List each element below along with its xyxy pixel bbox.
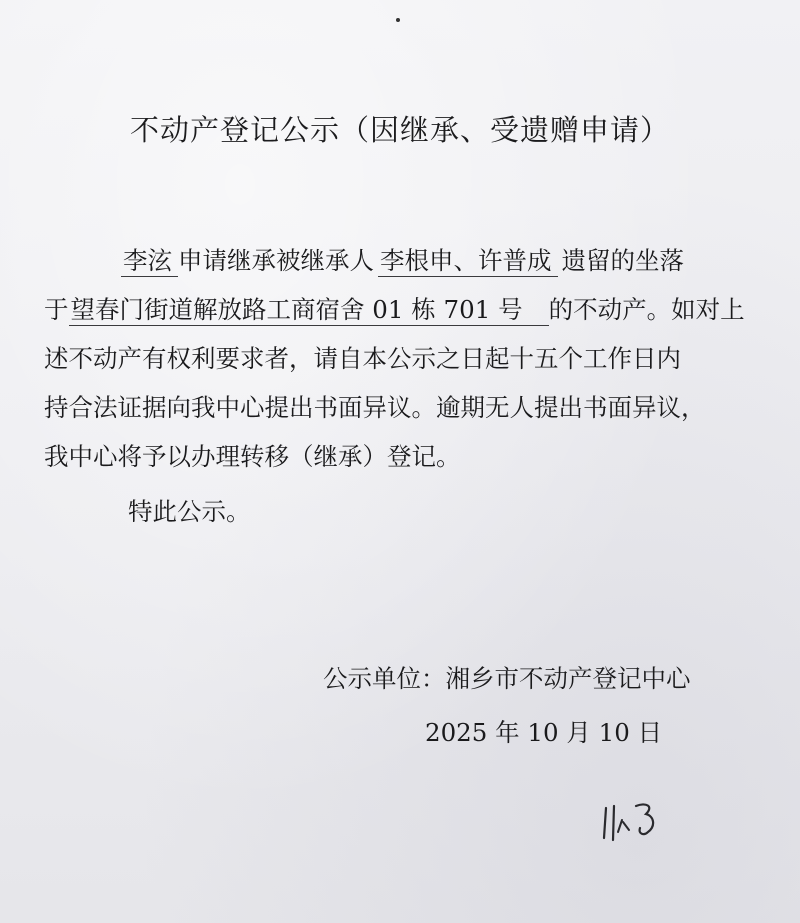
body-line-3: 述不动产有权利要求者，请自本公示之日起十五个工作日内 — [44, 344, 681, 373]
body-line-4: 持合法证据向我中心提出书面异议。逾期无人提出书面异议， — [44, 393, 706, 422]
body-line-2 — [44, 285, 774, 334]
deceased-names: 李根申、许普成 — [378, 246, 558, 277]
notice-body — [44, 236, 774, 536]
applicant-name: 李泫 — [121, 246, 178, 277]
handwritten-signature — [598, 798, 668, 848]
issuing-unit: 公示单位：湘乡市不动产登记中心 — [323, 664, 691, 693]
issue-date: 2025 年 10 月 10 日 — [425, 718, 663, 747]
body-line-5: 我中心将予以办理转移（继承）登记。 — [44, 442, 461, 471]
body-text-1: 申请继承被继承人 — [178, 246, 374, 275]
property-location: 望春门街道解放路工商宿舍 01 栋 701 号 — [69, 295, 549, 326]
closing-text: 特此公示。 — [128, 497, 251, 526]
notice-title: 不动产登记公示（因继承、受遗赠申请） — [129, 113, 670, 147]
body-line-1 — [44, 236, 774, 285]
body-text-4: 的不动产。如对上 — [548, 295, 745, 324]
punch-dot — [396, 18, 400, 22]
body-text-3: 于 — [44, 295, 69, 324]
body-text-2: 遗留的坐落 — [561, 246, 684, 275]
